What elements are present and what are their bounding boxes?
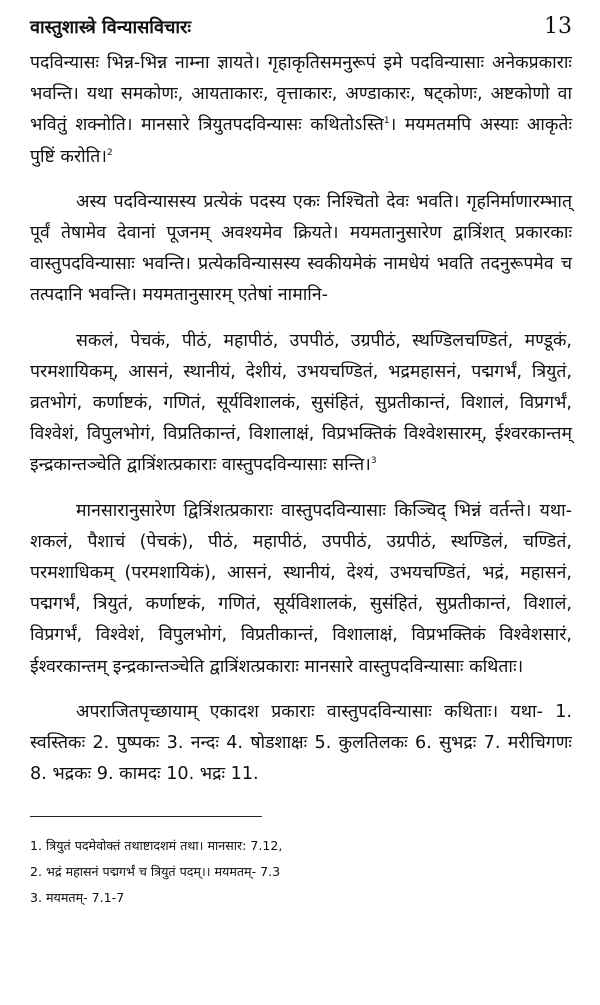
page-header xyxy=(30,14,572,48)
footnote-ref-2: 2 xyxy=(106,147,113,158)
footnote-2: 2. भद्रं महासनं पद्मगर्भं च त्रियुतं पदम्।। मयमतम्- 7.3 xyxy=(30,864,281,880)
footnote-1: 1. त्रियुतं पदमेवोक्तं तथाष्टादशमं तथा। मानसार: 7.12, xyxy=(30,838,283,854)
running-head: वास्तुशास्त्रे विन्यासविचारः xyxy=(30,17,192,38)
paragraph-5: अपराजितपृच्छायाम् एकादश प्रकाराः वास्तुपदविन्यासाः कथिताः। यथा- 1. स्वस्तिकः 2. पुष्पकः 3. नन्दः 4. षोडशाक्षः 5. कुलतिलकः 6. सुभद्रः 7. मरीचिगणः 8. भद्रकः 9. कामदः 10. भद्रः 11. xyxy=(30,701,572,785)
footnote-ref-3: 3 xyxy=(370,456,377,467)
paragraph-1-text: पदविन्यासः भिन्न-भिन्न नाम्ना ज्ञायते। गृहाकृतिसमनुरूपं इमे पदविन्यासाः अनेकप्रकाराः भवन्ति। यथा समकोणः, आयताकारः, वृत्ताकारः, अण्डाकारः, षट्कोणः, अष्टकोणो वा भवितुं शक्नोति। मानसारे त्रियुतपदविन्यासः कथितोऽस्ति xyxy=(30,53,572,136)
footnote-ref-1: 1 xyxy=(383,116,390,127)
page-number: 13 xyxy=(544,14,572,39)
paragraph-3-text: सकलं, पेचकं, पीठं, महापीठं, उपपीठं, उग्रपीठं, स्थण्डिलचण्डितं, मण्डूकं, परमशायिकम्, आसनं, स्थानीयं, देशीयं, उभयचण्डितं, भद्रमहासनं, पद्मगर्भं, त्रियुतं, व्रतभोगं, कर्णाष्टकं, गणितं, सूर्यविशालकं, सुसंहितं, सुप्रतीकान्तं, विशालं, विप्रगर्भं, विश्वेशं, विपुलभोगं, विप्रतिकान्तं, विशालाक्षं, विप्रभक्तिकं विश्वेशसारम्, ईश्वरकान्तम् इन्द्रकान्तञ्चेति द्वात्रिंशत्प्रकाराः वास्तुपदविन्यासाः सन्ति। xyxy=(30,330,572,476)
paragraph-2: अस्य पदविन्यासस्य प्रत्येकं पदस्य एकः निश्चितो देवः भवति। गृहनिर्माणारम्भात् पूर्वं तेषामेव देवानां पूजनम् अवश्यमेव क्रियते। मयमतानुसारेण द्वात्रिंशत् प्रकारकाः वास्तुपदविन्यासाः भवन्ति। प्रत्येकविन्यासस्य स्वकीयमेकं नामधेयं भवति तदनुरूपमेव च तत्पदानि भवन्ति। मयमतानुसारम् एतेषां नामानि- xyxy=(30,191,572,306)
paragraph-3 xyxy=(30,326,572,482)
footnote-divider xyxy=(30,816,262,817)
paragraph-1-tail: । मयमतमपि अस्याः आकृतेः पुष्टिं करोति। xyxy=(30,115,572,167)
paragraph-1 xyxy=(30,48,572,173)
paragraph-4: मानसारानुसारेण द्वित्रिंशत्प्रकाराः वास्तुपदविन्यासाः किञ्चिद् भिन्नं वर्तन्ते। यथा- शकलं, पैशाचं (पेचकं), पीठं, महापीठं, उपपीठं, उग्रपीठं, स्थण्डिलं, चण्डितं, परमशाधिकम् (परमशायिकं), आसनं, स्थानीयं, देश्यं, उभयचण्डितं, भद्रं, महासनं, पद्मगर्भं, त्रियुतं, कर्णाष्टकं, गणितं, सूर्यविशालकं, सुसंहितं, सुप्रतीकान्तं, विशालं, विप्रगर्भं, विश्वेशं, विपुलभोगं, विप्रतीकान्तं, विशालाक्षं, विप्रभक्तिकं विश्वेशसारं, ईश्वरकान्तम् इन्द्रकान्तञ्चेति द्वात्रिंशत्प्रकाराः मानसारे वास्तुपदविन्यासाः कथिताः। xyxy=(30,500,572,677)
footnote-3: 3. मयमतम्- 7.1-7 xyxy=(30,890,125,906)
